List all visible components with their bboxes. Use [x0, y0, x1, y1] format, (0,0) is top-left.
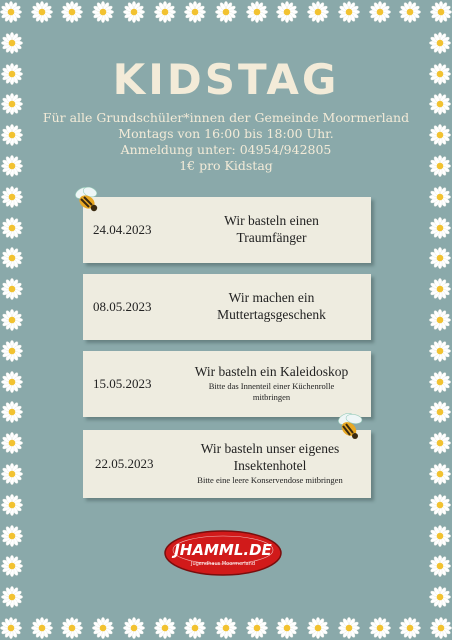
daisy-icon: [429, 525, 451, 547]
jhamml-logo: [163, 528, 283, 578]
daisy-icon: [1, 309, 23, 331]
daisy-icon: [215, 617, 237, 639]
event-date: 08.05.2023: [93, 299, 152, 314]
daisy-icon: [1, 32, 23, 54]
daisy-icon: [430, 617, 452, 639]
event-info: [178, 351, 365, 417]
daisy-icon: [154, 617, 176, 639]
daisy-icon: [307, 617, 329, 639]
daisy-icon: [399, 617, 421, 639]
subtitle-registration: Anmeldung unter: 04954/942805: [120, 142, 332, 157]
event-date: 24.04.2023: [93, 222, 152, 237]
daisy-icon: [184, 617, 206, 639]
daisy-icon: [429, 463, 451, 485]
subtitle-audience: Für alle Grundschüler*innen der Gemeinde Moormerland: [42, 110, 410, 125]
daisy-icon: [1, 340, 23, 362]
daisy-icon: [429, 371, 451, 393]
daisy-icon: [246, 1, 268, 23]
daisy-icon: [1, 247, 23, 269]
daisy-icon: [123, 1, 145, 23]
daisy-icon: [246, 617, 268, 639]
daisy-icon: [154, 1, 176, 23]
event-description: Muttertagsgeschenk: [217, 307, 326, 322]
daisy-icon: [429, 401, 451, 423]
daisy-icon: [215, 1, 237, 23]
daisy-icon: [338, 617, 360, 639]
event-info: [178, 274, 365, 340]
daisy-icon: [429, 340, 451, 362]
event-date: 15.05.2023: [93, 376, 152, 391]
daisy-icon: [1, 494, 23, 516]
daisy-icon: [1, 401, 23, 423]
event-card: [83, 197, 371, 263]
daisy-icon: [429, 32, 451, 54]
bee-icon: [70, 184, 106, 214]
daisy-icon: [338, 1, 360, 23]
daisy-icon: [61, 1, 83, 23]
daisy-icon: [369, 1, 391, 23]
daisy-icon: [1, 463, 23, 485]
daisy-icon: [31, 1, 53, 23]
event-card: [83, 351, 371, 417]
daisy-icon: [1, 186, 23, 208]
daisy-icon: [429, 494, 451, 516]
event-description: Insektenhotel: [233, 458, 307, 474]
logo-text: JHAMML.DE: [174, 541, 272, 559]
daisy-icon: [307, 1, 329, 23]
event-card: [83, 274, 371, 340]
daisy-icon: [369, 617, 391, 639]
daisy-icon: [429, 555, 451, 577]
daisy-icon: [429, 278, 451, 300]
event-date: 22.05.2023: [95, 456, 154, 471]
daisy-icon: [0, 617, 22, 639]
daisy-icon: [276, 1, 298, 23]
event-card: [83, 430, 371, 498]
daisy-icon: [1, 432, 23, 454]
daisy-icon: [430, 1, 452, 23]
daisy-icon: [429, 186, 451, 208]
event-description: Wir basteln unser eigenes: [200, 441, 340, 457]
event-description: Wir machen ein: [228, 290, 315, 306]
daisy-icon: [61, 617, 83, 639]
logo-subtext: Jugendhaus Moormerland: [190, 561, 256, 567]
daisy-icon: [1, 586, 23, 608]
daisy-icon: [184, 1, 206, 23]
event-description: Traumfänger: [236, 230, 307, 245]
daisy-icon: [1, 525, 23, 547]
event-note: Bitte eine leere Konservendose mitbringen: [197, 475, 343, 486]
daisy-icon: [429, 247, 451, 269]
daisy-icon: [399, 1, 421, 23]
event-description: Wir basteln einen: [224, 213, 319, 229]
daisy-icon: [92, 617, 114, 639]
daisy-icon: [1, 217, 23, 239]
daisy-icon: [1, 278, 23, 300]
event-note: mitbringen: [252, 392, 291, 403]
subtitle-price: 1€ pro Kidstag: [179, 158, 273, 173]
event-note: Bitte das Innenteil einer Küchenrolle: [208, 380, 335, 391]
daisy-icon: [0, 1, 22, 23]
event-description: Wir basteln ein Kaleidoskop: [194, 364, 349, 380]
daisy-icon: [276, 617, 298, 639]
daisy-icon: [92, 1, 114, 23]
poster-title: KIDSTAG: [112, 55, 340, 104]
event-info: [175, 430, 365, 498]
daisy-icon: [429, 432, 451, 454]
daisy-icon: [429, 217, 451, 239]
subtitle-time: Montags von 16:00 bis 18:00 Uhr.: [118, 126, 334, 141]
daisy-icon: [429, 586, 451, 608]
daisy-icon: [1, 555, 23, 577]
daisy-icon: [429, 309, 451, 331]
daisy-icon: [31, 617, 53, 639]
event-info: [178, 197, 365, 263]
daisy-icon: [1, 371, 23, 393]
daisy-icon: [123, 617, 145, 639]
bee-icon: [333, 410, 369, 440]
